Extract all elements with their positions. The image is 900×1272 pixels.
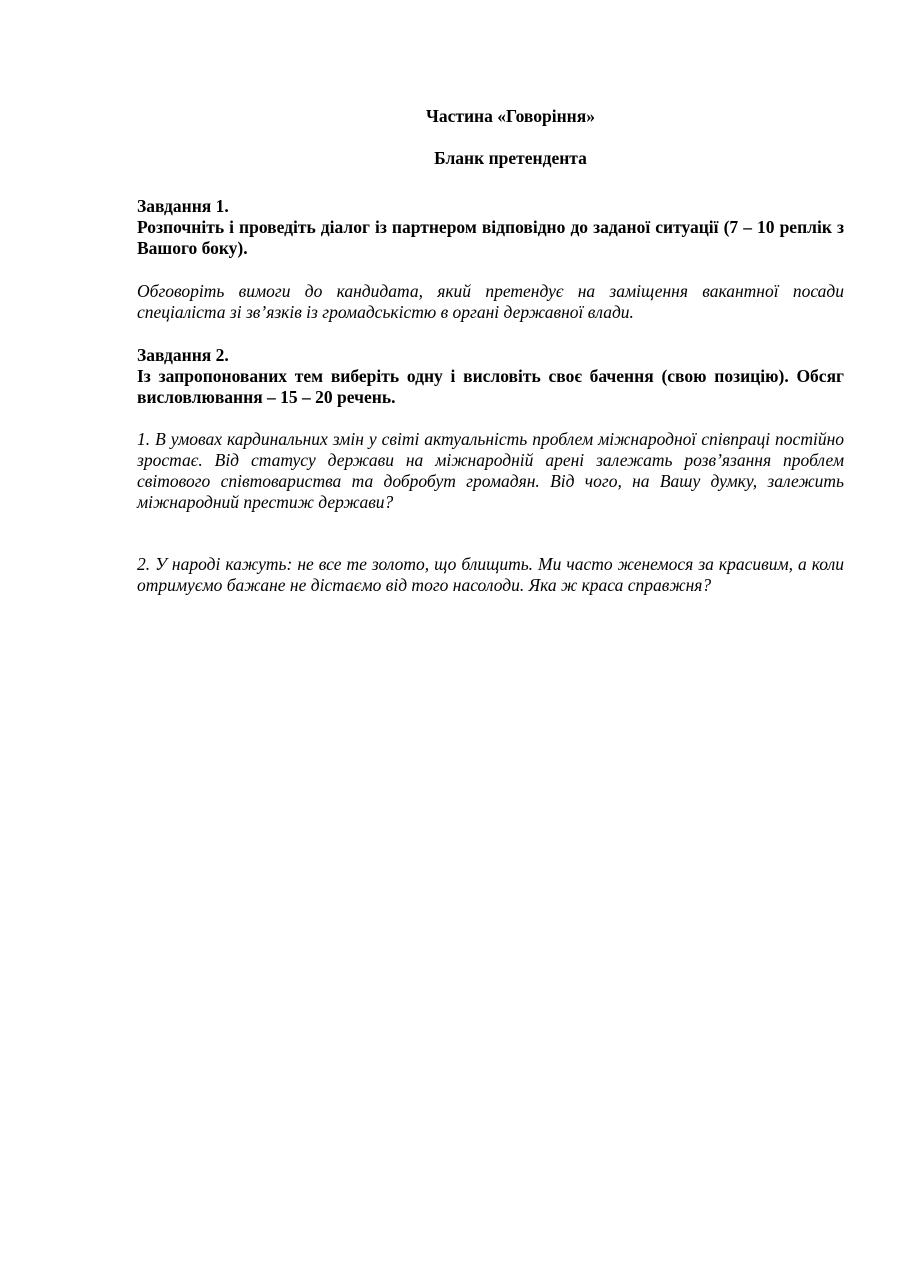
document-title: Частина «Говоріння» <box>426 106 595 126</box>
task-1-topic: Обговоріть вимоги до кандидата, який претендує на заміщення вакантної посади спеціаліста зі зв’язків із громадськістю в органі державної влади. <box>137 281 844 322</box>
document-subtitle: Бланк претендента <box>434 148 587 168</box>
task-2-instruction: Із запропонованих тем виберіть одну і висловіть своє бачення (свою позицію). Обсяг висловлювання – 15 – 20 речень. <box>137 366 844 407</box>
task-1-instruction: Розпочніть і проведіть діалог із партнером відповідно до заданої ситуації (7 – 10 реплік з Вашого боку). <box>137 217 844 258</box>
task-2-topic-1: 1. В умовах кардинальних змін у світі актуальність проблем міжнародної співпраці постійно зростає. Від статусу держави на міжнародній арені залежать розв’язання проблем світового співтовариства та добробут громадян. Від чого, на Вашу думку, залежить міжнародний престиж держави? <box>137 429 844 512</box>
task-1-heading: Завдання 1. <box>137 196 229 216</box>
task-2-section <box>137 345 844 596</box>
task-2-heading: Завдання 2. <box>137 345 229 365</box>
task-1-section <box>137 196 844 323</box>
task-2-topic-2: 2. У народі кажуть: не все те золото, що блищить. Ми часто женемося за красивим, а коли отримуємо бажане не дістаємо від того насолоди. Яка ж краса справжня? <box>137 554 844 595</box>
